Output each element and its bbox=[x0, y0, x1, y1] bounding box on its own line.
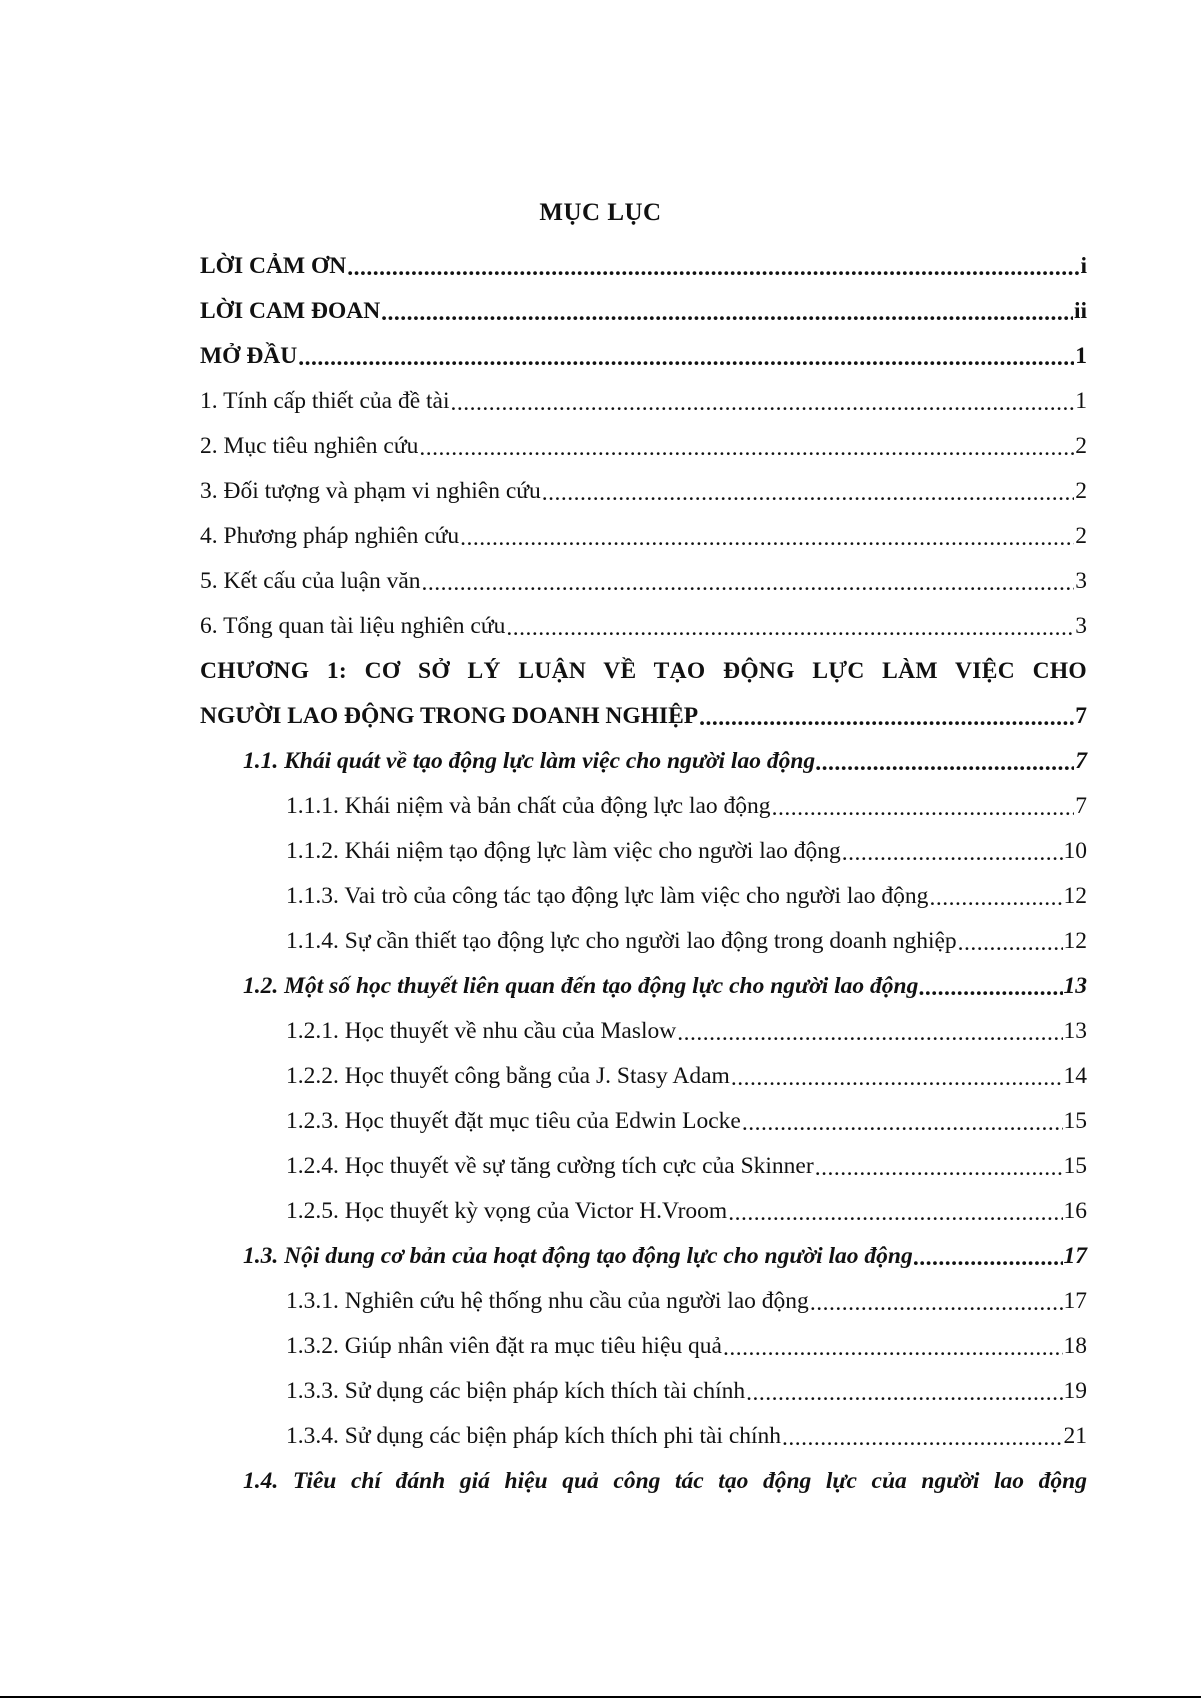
toc-entry-label: 2. Mục tiêu nghiên cứu bbox=[200, 433, 419, 459]
toc-title: MỤC LỤC bbox=[539, 199, 662, 226]
toc-section[interactable] bbox=[200, 964, 1087, 1009]
toc-page-number: 7 bbox=[1075, 793, 1087, 819]
toc-entry-introduction[interactable] bbox=[200, 334, 1087, 379]
toc-section-label: 1.3. Nội dung cơ bản của hoạt động tạo động lực cho người lao động bbox=[243, 1243, 913, 1269]
toc-entry-label: 5. Kết cấu của luận văn bbox=[200, 568, 421, 594]
toc-entry-label: 1.2.5. Học thuyết kỳ vọng của Victor H.Vroom bbox=[286, 1198, 728, 1224]
toc-leader-dots bbox=[728, 1200, 1062, 1227]
toc-entry[interactable] bbox=[200, 379, 1087, 424]
toc-leader-dots bbox=[677, 1020, 1062, 1047]
toc-entry-label: 1. Tính cấp thiết của đề tài bbox=[200, 388, 450, 414]
toc-page-number: ii bbox=[1073, 298, 1087, 324]
toc-page-number: 14 bbox=[1063, 1063, 1087, 1089]
toc-leader-dots bbox=[742, 1110, 1063, 1137]
toc-entry[interactable] bbox=[200, 604, 1087, 649]
toc-page-number: 3 bbox=[1075, 568, 1087, 594]
toc-entry[interactable] bbox=[200, 559, 1087, 604]
toc-entry-label: 1.2.3. Học thuyết đặt mục tiêu của Edwin Locke bbox=[286, 1108, 741, 1134]
toc-page-number: 3 bbox=[1075, 613, 1087, 639]
toc-page-number: 13 bbox=[1063, 973, 1087, 999]
toc-leader-dots bbox=[506, 615, 1074, 642]
toc-subsection[interactable] bbox=[200, 874, 1087, 919]
toc-leader-dots bbox=[914, 1245, 1063, 1272]
toc-leader-dots bbox=[381, 300, 1073, 327]
table-of-contents bbox=[200, 244, 1087, 1504]
chapter-1-line2: NGƯỜI LAO ĐỘNG TRONG DOANH NGHIỆP bbox=[200, 703, 699, 729]
toc-page-number: 12 bbox=[1063, 883, 1087, 909]
toc-entry-label: 1.2.1. Học thuyết về nhu cầu của Maslow bbox=[286, 1018, 677, 1044]
toc-entry-label: LỜI CẢM ƠN bbox=[200, 253, 347, 279]
toc-leader-dots bbox=[422, 570, 1075, 597]
toc-page-number: 16 bbox=[1063, 1198, 1087, 1224]
toc-leader-dots bbox=[419, 435, 1074, 462]
toc-leader-dots bbox=[782, 1425, 1062, 1452]
toc-page-number: 2 bbox=[1075, 523, 1087, 549]
toc-subsection[interactable] bbox=[200, 1189, 1087, 1234]
toc-leader-dots bbox=[298, 345, 1074, 372]
toc-page-number: 15 bbox=[1063, 1108, 1087, 1134]
toc-leader-dots bbox=[542, 480, 1075, 507]
toc-entry-label: 1.3.3. Sử dụng các biện pháp kích thích tài chính bbox=[286, 1378, 746, 1404]
toc-leader-dots bbox=[772, 795, 1075, 822]
toc-page-number: 13 bbox=[1063, 1018, 1087, 1044]
toc-entry-label: 1.3.2. Giúp nhân viên đặt ra mục tiêu hiệu quả bbox=[286, 1333, 722, 1359]
toc-page-number: 12 bbox=[1063, 928, 1087, 954]
toc-leader-dots bbox=[958, 930, 1063, 957]
toc-entry-label: 1.1.1. Khái niệm và bản chất của động lực lao động bbox=[286, 793, 771, 819]
toc-leader-dots bbox=[919, 975, 1062, 1002]
toc-page-number: 17 bbox=[1063, 1288, 1087, 1314]
chapter-1-heading-cont[interactable] bbox=[200, 694, 1087, 739]
toc-page-number: 10 bbox=[1063, 838, 1087, 864]
toc-page-number: i bbox=[1080, 253, 1087, 279]
toc-subsection[interactable] bbox=[200, 1369, 1087, 1414]
toc-subsection[interactable] bbox=[200, 1414, 1087, 1459]
toc-section[interactable] bbox=[200, 1234, 1087, 1279]
toc-section-label: 1.1. Khái quát về tạo động lực làm việc cho người lao động bbox=[243, 748, 816, 774]
toc-section-label: 1.4. Tiêu chí đánh giá hiệu quả công tác tạo động lực của người lao động bbox=[243, 1468, 1087, 1494]
toc-leader-dots bbox=[842, 840, 1063, 867]
toc-entry[interactable] bbox=[200, 514, 1087, 559]
toc-leader-dots bbox=[460, 525, 1074, 552]
toc-section-label: 1.2. Một số học thuyết liên quan đến tạo động lực cho người lao động bbox=[243, 973, 919, 999]
toc-entry-label: 1.2.2. Học thuyết công bằng của J. Stasy Adam bbox=[286, 1063, 730, 1089]
toc-entry-label: 4. Phương pháp nghiên cứu bbox=[200, 523, 460, 549]
toc-page-number: 1 bbox=[1075, 343, 1087, 369]
toc-page-number: 2 bbox=[1075, 433, 1087, 459]
toc-entry-label: 6. Tổng quan tài liệu nghiên cứu bbox=[200, 613, 506, 639]
toc-leader-dots bbox=[815, 1155, 1063, 1182]
toc-entry-label: LỜI CAM ĐOAN bbox=[200, 298, 381, 324]
toc-page-number: 1 bbox=[1075, 388, 1087, 414]
toc-leader-dots bbox=[816, 750, 1074, 777]
toc-subsection[interactable] bbox=[200, 829, 1087, 874]
chapter-1-heading[interactable] bbox=[200, 649, 1087, 694]
toc-page-number: 2 bbox=[1075, 478, 1087, 504]
toc-entry-label: 1.1.3. Vai trò của công tác tạo động lực làm việc cho người lao động bbox=[286, 883, 929, 909]
toc-entry-label: 1.1.4. Sự cần thiết tạo động lực cho người lao động trong doanh nghiệp bbox=[286, 928, 957, 954]
toc-entry-label: MỞ ĐẦU bbox=[200, 343, 298, 369]
toc-subsection[interactable] bbox=[200, 1279, 1087, 1324]
toc-leader-dots bbox=[347, 255, 1079, 282]
toc-entry-label: 3. Đối tượng và phạm vi nghiên cứu bbox=[200, 478, 541, 504]
toc-entry-declaration[interactable] bbox=[200, 289, 1087, 334]
toc-leader-dots bbox=[746, 1380, 1062, 1407]
toc-subsection[interactable] bbox=[200, 1144, 1087, 1189]
toc-subsection[interactable] bbox=[200, 1054, 1087, 1099]
toc-page-number: 21 bbox=[1063, 1423, 1087, 1449]
toc-leader-dots bbox=[731, 1065, 1063, 1092]
toc-leader-dots bbox=[810, 1290, 1063, 1317]
toc-subsection[interactable] bbox=[200, 1099, 1087, 1144]
toc-entry-label: 1.3.4. Sử dụng các biện pháp kích thích phi tài chính bbox=[286, 1423, 782, 1449]
toc-leader-dots bbox=[451, 390, 1075, 417]
page-bottom-edge bbox=[0, 1696, 1201, 1698]
toc-page-number: 19 bbox=[1063, 1378, 1087, 1404]
toc-subsection[interactable] bbox=[200, 919, 1087, 964]
toc-entry-label: 1.3.1. Nghiên cứu hệ thống nhu cầu của người lao động bbox=[286, 1288, 809, 1314]
toc-entry-label: 1.2.4. Học thuyết về sự tăng cường tích cực của Skinner bbox=[286, 1153, 814, 1179]
toc-page-number: 17 bbox=[1063, 1243, 1087, 1269]
toc-leader-dots bbox=[723, 1335, 1063, 1362]
toc-entry-acknowledgement[interactable] bbox=[200, 244, 1087, 289]
toc-leader-dots bbox=[699, 705, 1074, 732]
toc-page-number: 18 bbox=[1063, 1333, 1087, 1359]
toc-page-number: 7 bbox=[1075, 748, 1087, 774]
toc-section-partial[interactable] bbox=[200, 1459, 1087, 1504]
toc-section[interactable] bbox=[200, 739, 1087, 784]
toc-entry[interactable] bbox=[200, 469, 1087, 514]
toc-subsection[interactable] bbox=[200, 784, 1087, 829]
toc-entry[interactable] bbox=[200, 424, 1087, 469]
chapter-1-line1: CHƯƠNG 1: CƠ SỞ LÝ LUẬN VỀ TẠO ĐỘNG LỰC LÀM VIỆC CHO bbox=[200, 658, 1087, 684]
toc-subsection[interactable] bbox=[200, 1324, 1087, 1369]
toc-page-number: 7 bbox=[1075, 703, 1087, 729]
toc-page-number: 15 bbox=[1063, 1153, 1087, 1179]
toc-entry-label: 1.1.2. Khái niệm tạo động lực làm việc cho người lao động bbox=[286, 838, 841, 864]
toc-leader-dots bbox=[929, 885, 1062, 912]
toc-subsection[interactable] bbox=[200, 1009, 1087, 1054]
